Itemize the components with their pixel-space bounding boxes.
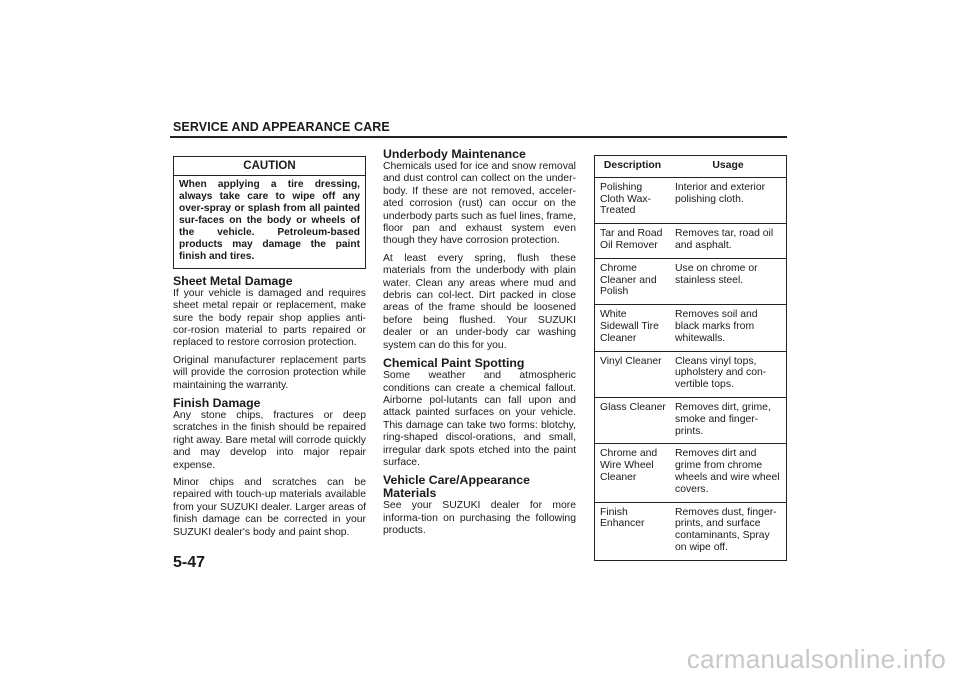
usage-cell: Removes dust, finger-prints, and surface contaminants, Spray on wipe off. <box>670 502 787 560</box>
table-row <box>595 305 787 351</box>
description-cell: Glass Cleaner <box>595 397 671 443</box>
caution-body: When applying a tire dressing, always take care to wipe off any over-spray or splash from all painted sur-faces on the body or wheels of the vehicle. Petroleum-based products may damage the paint finish and tires. <box>179 179 360 262</box>
watermark: carmanualsonline.info <box>686 644 946 674</box>
usage-cell: Removes soil and black marks from whitewalls. <box>670 305 787 351</box>
vehicle-care-heading: Vehicle Care/Appearance Materials <box>383 473 530 501</box>
left-column <box>173 148 366 544</box>
table-row <box>595 444 787 502</box>
caution-title: CAUTION <box>174 157 365 176</box>
finish-damage-heading: Finish Damage <box>173 396 261 410</box>
usage-column-header: Usage <box>670 156 787 178</box>
description-cell: Tar and Road Oil Remover <box>595 224 671 259</box>
description-cell: Chrome and Wire Wheel Cleaner <box>595 444 671 502</box>
section-header: SERVICE AND APPEARANCE CARE <box>173 120 390 134</box>
underbody-heading: Underbody Maintenance <box>383 147 526 161</box>
finish-damage-paragraph-2: Minor chips and scratches can be repaired with touch-up materials available from your SUZUKI dealer. Larger areas of finish damage can be corrected in your SUZUKI dealer's body and paint shop. <box>173 477 366 538</box>
description-cell: Chrome Cleaner and Polish <box>595 258 671 304</box>
description-cell: Vinyl Cleaner <box>595 351 671 397</box>
usage-cell: Removes dirt, grime, smoke and finger-prints. <box>670 397 787 443</box>
underbody-paragraph-1: Chemicals used for ice and snow removal and dust control can collect on the under-body. If these are not removed, acceler-ated corrosion (rust) can occur on the underbody parts such as fuel lines, frame, floor pan and exhaust system even though they have corrosion protection. <box>383 161 576 247</box>
chemical-spotting-paragraph: Some weather and atmospheric conditions can create a chemical fallout. Airborne pol-lutants can fall upon and attack painted surfaces on your vehicle. This damage can take two forms: blotchy, ring-shaped discol-orations, and small, irregular dark spots etched into the paint surface. <box>383 370 576 468</box>
products-table <box>594 155 787 561</box>
table-row <box>595 397 787 443</box>
usage-cell: Removes tar, road oil and asphalt. <box>670 224 787 259</box>
sheet-metal-heading: Sheet Metal Damage <box>173 273 293 288</box>
middle-column <box>383 148 576 543</box>
products-table-wrapper <box>594 155 787 561</box>
table-row <box>595 351 787 397</box>
usage-cell: Removes dirt and grime from chrome wheels and wire wheel covers. <box>670 444 787 502</box>
underbody-paragraph-2: At least every spring, flush these materials from the underbody with plain water. Clean any areas where mud and debris can col-lect. Dirt packed in close areas of the frame should be loosened before being flushed. Your SUZUKI dealer or an under-body car washing system can do this for you. <box>383 252 576 351</box>
products-table-body <box>595 177 787 560</box>
table-row <box>595 224 787 259</box>
sheet-metal-paragraph-1: If your vehicle is damaged and requires sheet metal repair or replacement, make sure the body repair shop applies anti-cor-rosion material to parts repaired or replaced to restore corrosion protection. <box>173 287 366 349</box>
usage-cell: Cleans vinyl tops, upholstery and con-vertible tops. <box>670 351 787 397</box>
description-cell: White Sidewall Tire Cleaner <box>595 305 671 351</box>
table-row <box>595 502 787 560</box>
description-column-header: Description <box>595 156 671 178</box>
finish-damage-paragraph-1: Any stone chips, fractures or deep scratches in the finish should be repaired right away. Bare metal will corrode quickly and may develop into major repair expense. <box>173 410 366 471</box>
usage-cell: Use on chrome or stainless steel. <box>670 258 787 304</box>
vehicle-care-paragraph: See your SUZUKI dealer for more informa-tion on purchasing the following products. <box>383 500 576 537</box>
usage-cell: Interior and exterior polishing cloth. <box>670 177 787 223</box>
table-header-row <box>595 156 787 178</box>
chemical-spotting-heading: Chemical Paint Spotting <box>383 356 525 371</box>
caution-box <box>173 156 366 269</box>
header-rule <box>170 136 787 138</box>
sheet-metal-paragraph-2: Original manufacturer replacement parts will provide the corrosion protection while maintaining the warranty. <box>173 354 366 391</box>
table-row <box>595 177 787 223</box>
page-number: 5-47 <box>173 554 206 571</box>
table-row <box>595 258 787 304</box>
description-cell: Polishing Cloth Wax-Treated <box>595 177 671 223</box>
description-cell: Finish Enhancer <box>595 502 671 560</box>
